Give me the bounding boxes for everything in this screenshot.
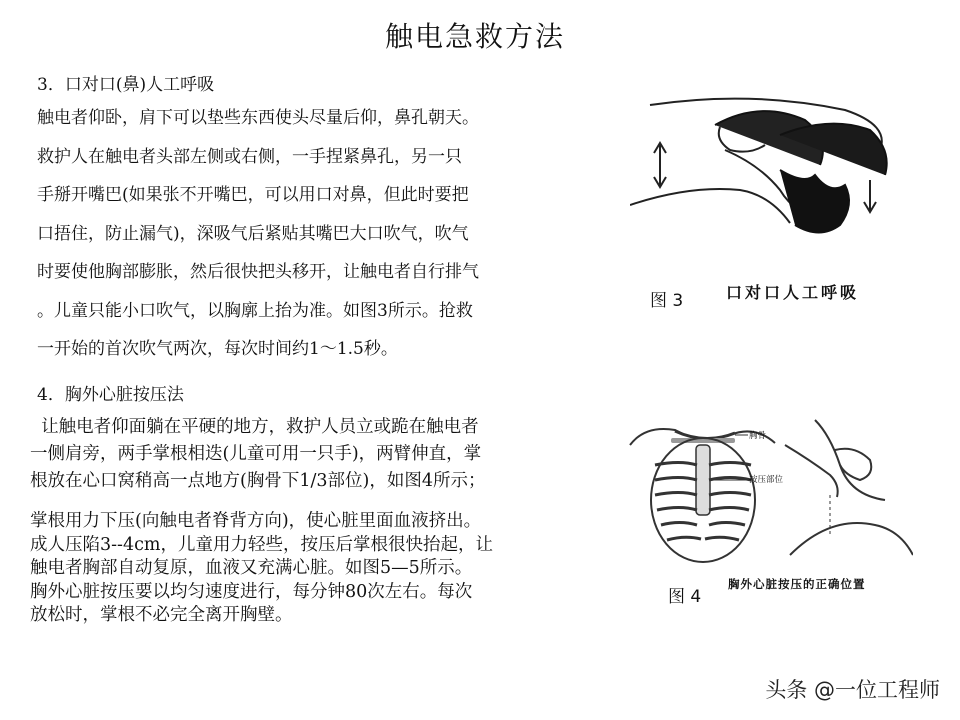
section3-line: 口捂住，防止漏气)，深吸气后紧贴其嘴巴大口吹气，吹气 bbox=[37, 223, 469, 244]
figure4-press-label: 按压部位 bbox=[749, 475, 784, 485]
figure3-illustration bbox=[630, 95, 930, 250]
figure3-label: 图 3 bbox=[650, 291, 684, 311]
figure3-caption: 口对口人工呼吸 bbox=[726, 283, 860, 302]
section3-body bbox=[37, 106, 479, 376]
section4-line: 触电者胸部自动复原，血液又充满心脏。如图5—5所示。 bbox=[30, 558, 473, 578]
section3-line: 。儿童只能小口吹气，以胸廓上抬为准。如图3所示。抢救 bbox=[37, 300, 473, 321]
figure4-sternum-label: 胸骨 bbox=[749, 431, 767, 441]
section4-body-continued bbox=[30, 510, 493, 628]
figure4-label: 图 4 bbox=[668, 587, 702, 607]
section3-line: 时要使他胸部膨胀，然后很快把头移开，让触电者自行排气 bbox=[37, 262, 479, 282]
section3-line: 救护人在触电者头部左侧或右侧，一手捏紧鼻孔，另一只 bbox=[37, 146, 462, 167]
section3-line: 触电者仰卧，肩下可以垫些东西使头尽量后仰，鼻孔朝天。 bbox=[37, 108, 479, 128]
section4-line: 一侧肩旁，两手掌根相迭(儿童可用一只手)，两臂伸直，掌 bbox=[30, 444, 482, 464]
section4-body bbox=[30, 415, 485, 496]
page-title: 触电急救方法 bbox=[385, 20, 566, 53]
figure4-illustration bbox=[625, 405, 913, 603]
section4-line: 成人压陷3--4cm，儿童用力轻些，按压后掌根很快抬起，让 bbox=[30, 534, 493, 555]
section4-line: 让触电者仰面躺在平硬的地方，救护人员立或跪在触电者 bbox=[30, 417, 479, 437]
section4-line: 胸外心脏按压要以均匀速度进行，每分钟80次左右。每次 bbox=[30, 581, 473, 602]
section4-line: 放松时，掌根不必完全离开胸壁。 bbox=[30, 605, 293, 625]
section4-heading: 4．胸外心脏按压法 bbox=[37, 385, 184, 405]
figure4-caption: 胸外心脏按压的正确位置 bbox=[728, 577, 866, 591]
watermark: 头条 @一位工程师 bbox=[765, 678, 940, 702]
section4-line: 根放在心口窝稍高一点地方(胸骨下1/3部位)，如图4所示； bbox=[30, 471, 486, 491]
section4-line: 掌根用力下压(向触电者脊背方向)，使心脏里面血液挤出。 bbox=[30, 511, 482, 531]
section3-line: 手掰开嘴巴(如果张不开嘴巴，可以用口对鼻，但此时要把 bbox=[37, 185, 469, 205]
section3-heading: 3．口对口(鼻)人工呼吸 bbox=[37, 75, 215, 95]
section3-line: 一开始的首次吹气两次，每次时间约1～1.5秒。 bbox=[37, 339, 398, 359]
